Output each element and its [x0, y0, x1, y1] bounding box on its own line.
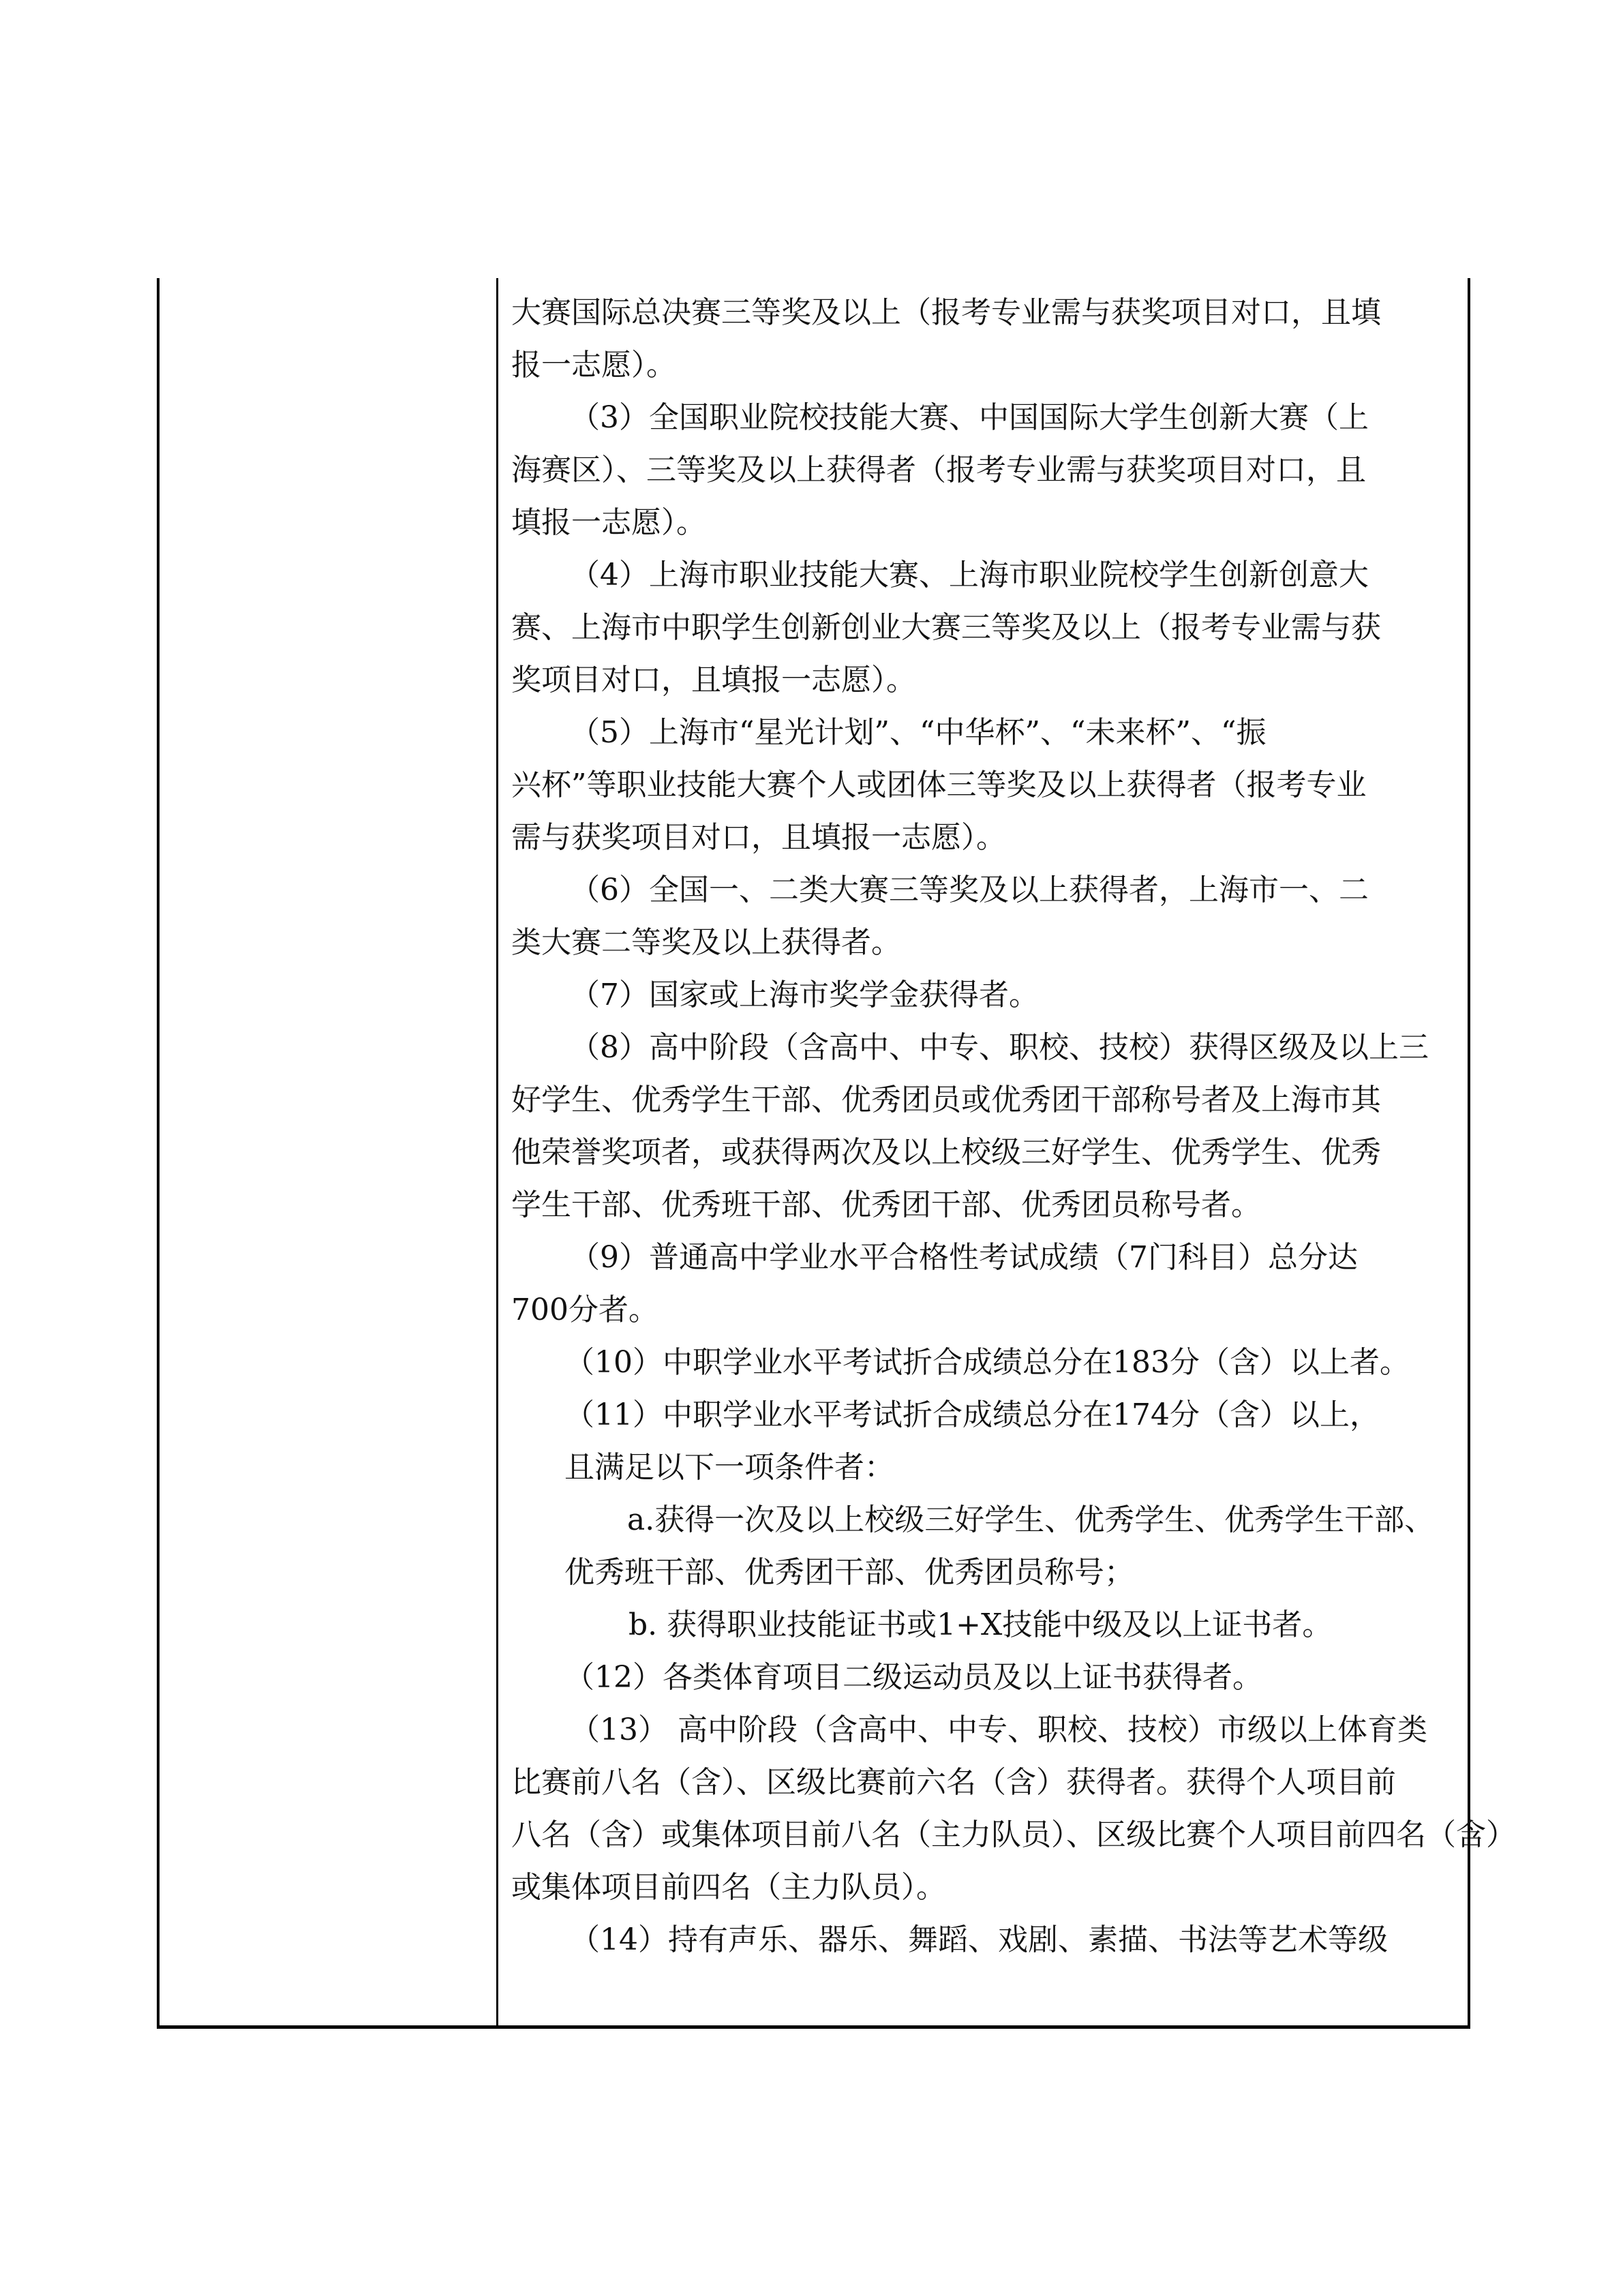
- text-line: （4）上海市职业技能大赛、上海市职业院校学生创新创意大: [570, 558, 1369, 592]
- text-line: b. 获得职业技能证书或1+X技能中级及以上证书者。: [628, 1607, 1333, 1642]
- text-line: （6）全国一、二类大赛三等奖及以上获得者，上海市一、二: [570, 873, 1369, 907]
- text-line: （3）全国职业院校技能大赛、中国国际大学生创新大赛（上: [570, 400, 1369, 435]
- text-line: a.获得一次及以上校级三好学生、优秀学生、优秀学生干部、: [627, 1502, 1435, 1537]
- text-line: （10）中职学业水平考试折合成绩总分在183分（含）以上者。: [564, 1345, 1410, 1380]
- table-content-cell: [511, 286, 1516, 1966]
- text-line: 奖项目对口，且填报一志愿）。: [511, 663, 916, 697]
- text-line: （7）国家或上海市奖学金获得者。: [570, 978, 1039, 1012]
- text-line: （8）高中阶段（含高中、中专、职校、技校）获得区级及以上三: [570, 1030, 1429, 1065]
- text-line: 或集体项目前四名（主力队员）。: [511, 1870, 946, 1905]
- text-line: 比赛前八名（含）、区级比赛前六名（含）获得者。获得个人项目前: [511, 1765, 1396, 1800]
- text-line: 大赛国际总决赛三等奖及以上（报考专业需与获奖项目对口，且填: [511, 295, 1381, 330]
- text-line: 报一志愿）。: [511, 348, 676, 382]
- text-line: 学生干部、优秀班干部、优秀团干部、优秀团员称号者。: [511, 1188, 1261, 1222]
- text-line: 八名（含）或集体项目前八名（主力队员）、区级比赛个人项目前四名（含）: [511, 1817, 1516, 1852]
- text-line: 700分者。: [511, 1293, 658, 1327]
- text-line: 填报一志愿）。: [511, 505, 706, 540]
- column-divider: [496, 278, 498, 2025]
- text-line: 海赛区）、三等奖及以上获得者（报考专业需与获奖项目对口，且: [511, 453, 1366, 487]
- text-line: 需与获奖项目对口，且填报一志愿）。: [511, 820, 1006, 855]
- text-line: 好学生、优秀学生干部、优秀团员或优秀团干部称号者及上海市其: [511, 1083, 1381, 1117]
- text-line: （12）各类体育项目二级运动员及以上证书获得者。: [564, 1660, 1262, 1695]
- text-line: （13） 高中阶段（含高中、中专、职校、技校）市级以上体育类: [570, 1712, 1427, 1747]
- text-line: 兴杯”等职业技能大赛个人或团体三等奖及以上获得者（报考专业: [511, 768, 1367, 802]
- text-line: （9）普通高中学业水平合格性考试成绩（7门科目）总分达: [570, 1240, 1358, 1275]
- text-line: 类大赛二等奖及以上获得者。: [511, 925, 901, 960]
- text-line: （14）持有声乐、器乐、舞蹈、戏剧、素描、书法等艺术等级: [570, 1922, 1388, 1957]
- text-line: 他荣誉奖项者，或获得两次及以上校级三好学生、优秀学生、优秀: [511, 1135, 1381, 1170]
- text-line: （5）上海市“星光计划”、“中华杯”、“未来杯”、“振: [570, 715, 1266, 750]
- requirements-table: [157, 278, 1516, 2029]
- text-line: 且满足以下一项条件者：: [564, 1450, 894, 1485]
- text-line: （11）中职学业水平考试折合成绩总分在174分（含）以上，: [564, 1398, 1380, 1432]
- text-line: 赛、上海市中职学生创新创业大赛三等奖及以上（报考专业需与获: [511, 610, 1381, 645]
- text-line: 优秀班干部、优秀团干部、优秀团员称号；: [564, 1555, 1134, 1590]
